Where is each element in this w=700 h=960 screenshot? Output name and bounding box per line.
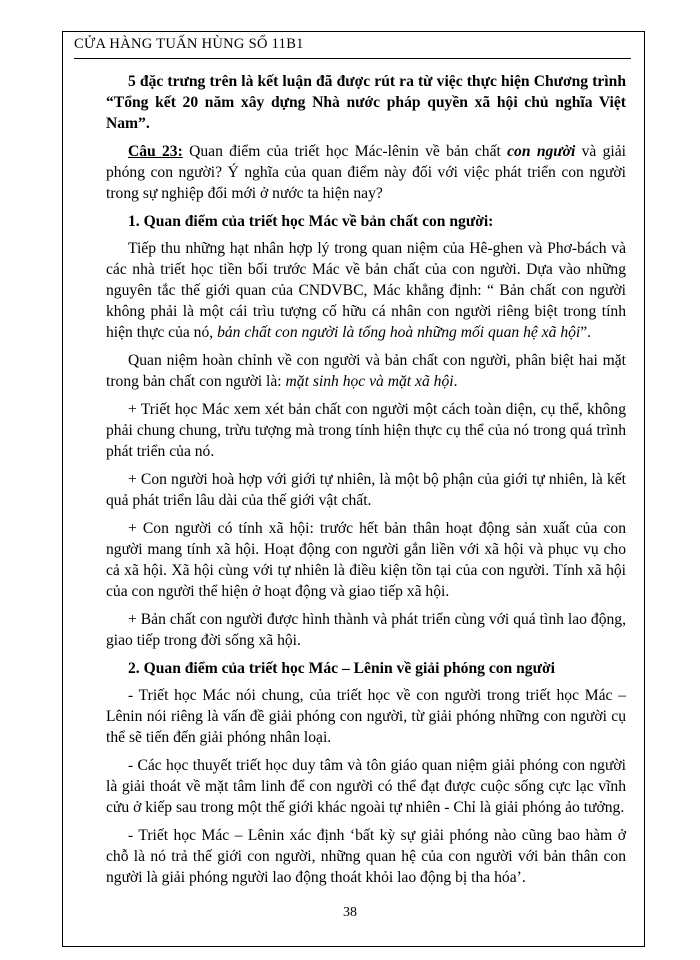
page-header: CỬA HÀNG TUẤN HÙNG SỐ 11B1 [74, 36, 304, 52]
section1-bullet-2: + Con người hoà hợp với giới tự nhiên, là một bộ phận của giới tự nhiên, là kết quả phát triển lâu dài của thế giới vật chất. [106, 471, 626, 509]
section1-bullet-3: + Con người có tính xã hội: trước hết bản thân hoạt động sản xuất của con người mang tính xã hội. Hoạt động con người gắn liền với xã hội và phục vụ cho cả xã hội. Xã hội cùng với tự nhiên là điều kiện tồn tại của con người. Tính xã hội của con người thể hiện ở hoạt động và giao tiếp xã hội. [106, 520, 626, 600]
section1-para2-italic: mặt sinh học và mặt xã hội [285, 373, 454, 390]
question-emphasis: con người [507, 143, 576, 160]
question-paragraph [106, 141, 626, 204]
section1-para2-text: Quan niệm hoàn chỉnh về con người và bản chất con người, phân biệt hai mặt trong bản chất con người là: [106, 352, 626, 390]
section2-paragraph-1: - Triết học Mác nói chung, của triết học về con người trong triết học Mác – Lênin nói riêng là vấn đề giải phóng con người, từ giải phóng những con người cụ thể sẽ tiến đến giải phóng nhân loại. [106, 687, 626, 746]
section1-heading: 1. Quan điểm của triết học Mác về bản chất con người: [128, 213, 494, 230]
intro-paragraph: 5 đặc trưng trên là kết luận đã được rút ra từ việc thực hiện Chương trình “Tổng kết 20 năm xây dựng Nhà nước pháp quyền xã hội chủ nghĩa Việt Nam”. [106, 73, 626, 132]
page-number: 38 [343, 905, 357, 920]
question-label: Câu 23: [128, 143, 183, 160]
section1-bullet-4: + Bản chất con người được hình thành và phát triển cùng với quá tình lao động, giao tiếp trong đời sống xã hội. [106, 611, 626, 649]
section1-para1-italic: bản chất con người là tổng hoà những mối quan hệ xã hội [217, 324, 581, 341]
section2-paragraph-3: - Triết học Mác – Lênin xác định ‘bất kỳ sự giải phóng nào cũng bao hàm ở chỗ là nó trả thế giới con người, những quan hệ của con người với bản thân con người là giải phóng người lao động thoát khỏi lao động bị tha hóa’. [106, 827, 626, 886]
document-body [106, 71, 626, 895]
section1-para1-text: Tiếp thu những hạt nhân hợp lý trong quan niệm của Hê-ghen và Phơ-bách và các nhà triết học tiền bối trước Mác về bản chất của con người. Dựa vào những nguyên tắc thế giới quan của CNDVBC, Mác khẳng định: “ Bản chất con người không phải là một cái trìu tượng cố hữu cá nhân con người riêng biệt trong tính hiện thực của nó, [106, 240, 626, 341]
section2-heading: 2. Quan điểm của triết học Mác – Lênin về giải phóng con người [128, 660, 555, 677]
section1-para2-end: . [453, 373, 458, 390]
question-text-after: và giải phóng con người? Ý nghĩa của quan điểm này đối với việc phát triển con người trong sự nghiệp đổi mới ở nước ta hiện nay? [106, 143, 626, 202]
header-rule [74, 58, 631, 59]
section1-bullet-1: + Triết học Mác xem xét bản chất con người một cách toàn diện, cụ thể, không phải chung chung, trừu tượng mà trong tính hiện thực cụ thể của nó trong quá trình phát triển của nó. [106, 401, 626, 460]
section1-paragraph-2 [106, 350, 626, 392]
section1-para1-end: ”. [580, 324, 592, 341]
section2-paragraph-2: - Các học thuyết triết học duy tâm và tôn giáo quan niệm giải phóng con người là giải thoát về mặt tâm linh để con người có thể đạt được cuộc sống cực lạc vĩnh cửu ở kiếp sau trong một thế giới khác ngoài tự nhiên - Chỉ là giải phóng ảo tưởng. [106, 757, 626, 816]
section1-paragraph-1 [106, 238, 626, 343]
question-text-before: Quan điểm của triết học Mác-lênin về bản chất [182, 143, 508, 160]
